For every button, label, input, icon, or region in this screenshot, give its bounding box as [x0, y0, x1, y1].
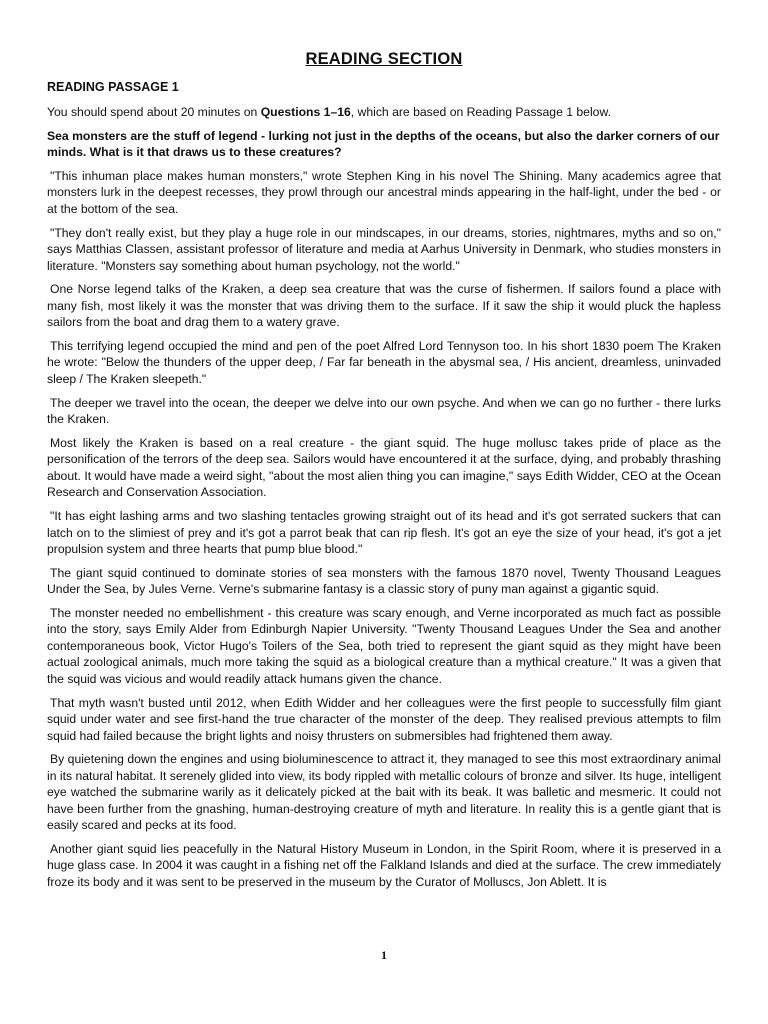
instructions-text-before: You should spend about 20 minutes on: [47, 105, 261, 119]
passage-label: READING PASSAGE 1: [47, 80, 179, 94]
paragraph: One Norse legend talks of the Kraken, a deep sea creature that was the curse of fishermen. If sailors found a place with many fish, most likely it was the monster that was driving them to the surface. If it saw the ship it would pluck the hapless sailors from the boat and drag them to a watery grave.: [47, 282, 721, 330]
paragraph: "It has eight lashing arms and two slashing tentacles growing straight out of its head and it's got serrated suckers that can latch on to the slimiest of prey and it's got a parrot beak that can rip flesh. It's got an eye the size of your head, it's got a jet propulsion system and three hearts that pump blue blood.": [47, 509, 721, 556]
paragraph: "They don't really exist, but they play a huge role in our mindscapes, in our dreams, stories, nightmares, myths and so on," says Matthias Classen, assistant professor of literature and media at Aarhus University in Denmark, who studies monsters in literature. "Monsters say something about human psychology, not the world.": [47, 225, 721, 273]
paragraph: "This inhuman place makes human monsters," wrote Stephen King in his novel The Shining. Many academics agree that monsters lurk in the deepest recesses, they prowl through our ancestral minds appearing in the half-light, under the bed - or at the bottom of the sea.: [47, 168, 721, 216]
paragraph: The giant squid continued to dominate stories of sea monsters with the famous 1870 novel, Twenty Thousand Leagues Under the Sea, by Jules Verne. Verne's submarine fantasy is a classic story of puny man against a gigantic squid.: [47, 565, 721, 597]
page-number: 1: [381, 948, 387, 962]
instructions-text-after: , which are based on Reading Passage 1 below.: [350, 105, 611, 119]
paragraph: That myth wasn't busted until 2012, when Edith Widder and her colleagues were the first people to successfully film giant squid under water and see first-hand the true character of the monster of the deep. They realised previous attempts to film squid had failed because the bright lights and noisy thrusters on submersibles had frightened them away.: [47, 695, 721, 743]
paragraph: The monster needed no embellishment - this creature was scary enough, and Verne incorporated as much fact as possible into the story, says Emily Alder from Edinburgh Napier University. "Twenty Thousand Leagues Under the Sea and another contemporaneous book, Victor Hugo's Toilers of the Sea, both tried to represent the giant squid as they might have been actual zoological animals, much more taking the squid as a biological creature than a mythical creature." It was a given that the squid was vicious and would readily attack humans given the chance.: [47, 605, 721, 686]
instructions-questions: Questions 1–16: [260, 105, 351, 119]
paragraph: By quietening down the engines and using bioluminescence to attract it, they managed to see this most extraordinary animal in its natural habitat. It serenely glided into view, its body rippled with metallic colours of bronze and silver. Its huge, intelligent eye watched the submarine warily as it delicately picked at the bait with its beak. It was balletic and mesmeric. It could not have been further from the gnashing, human-destroying creature of myth and literature. In reality this is a gentle giant that is easily scared and pecks at its food.: [47, 752, 721, 833]
page-title: READING SECTION: [305, 50, 463, 68]
instructions: [47, 104, 721, 121]
paragraph: The deeper we travel into the ocean, the deeper we delve into our own psyche. And when we can go no further - there lurks the Kraken.: [47, 395, 721, 427]
paragraph: This terrifying legend occupied the mind and pen of the poet Alfred Lord Tennyson too. In his short 1830 poem The Kraken he wrote: "Below the thunders of the upper deep, / Far far beneath in the abysmal sea, / His ancient, dreamless, uninvaded sleep / The Kraken sleepeth.": [47, 338, 721, 386]
passage-lead: Sea monsters are the stuff of legend - lurking not just in the depths of the oceans, but also the darker corners of our minds. What is it that draws us to these creatures?: [47, 128, 720, 160]
paragraph: Most likely the Kraken is based on a real creature - the giant squid. The huge mollusc takes pride of place as the personification of the terrors of the deep sea. Sailors would have encountered it at the surface, dying, and probably thrashing about. It would have made a weird sight, "about the most alien thing you can imagine," says Edith Widder, CEO at the Ocean Research and Conservation Association.: [47, 435, 721, 500]
paragraph: Another giant squid lies peacefully in the Natural History Museum in London, in the Spirit Room, where it is preserved in a huge glass case. In 2004 it was caught in a fishing net off the Falkland Islands and died at the surface. The crew immediately froze its body and it was sent to be preserved in the museum by the Curator of Molluscs, Jon Ablett. It is: [47, 841, 721, 889]
passage-content: [47, 104, 721, 898]
document-page: [47, 0, 721, 1024]
